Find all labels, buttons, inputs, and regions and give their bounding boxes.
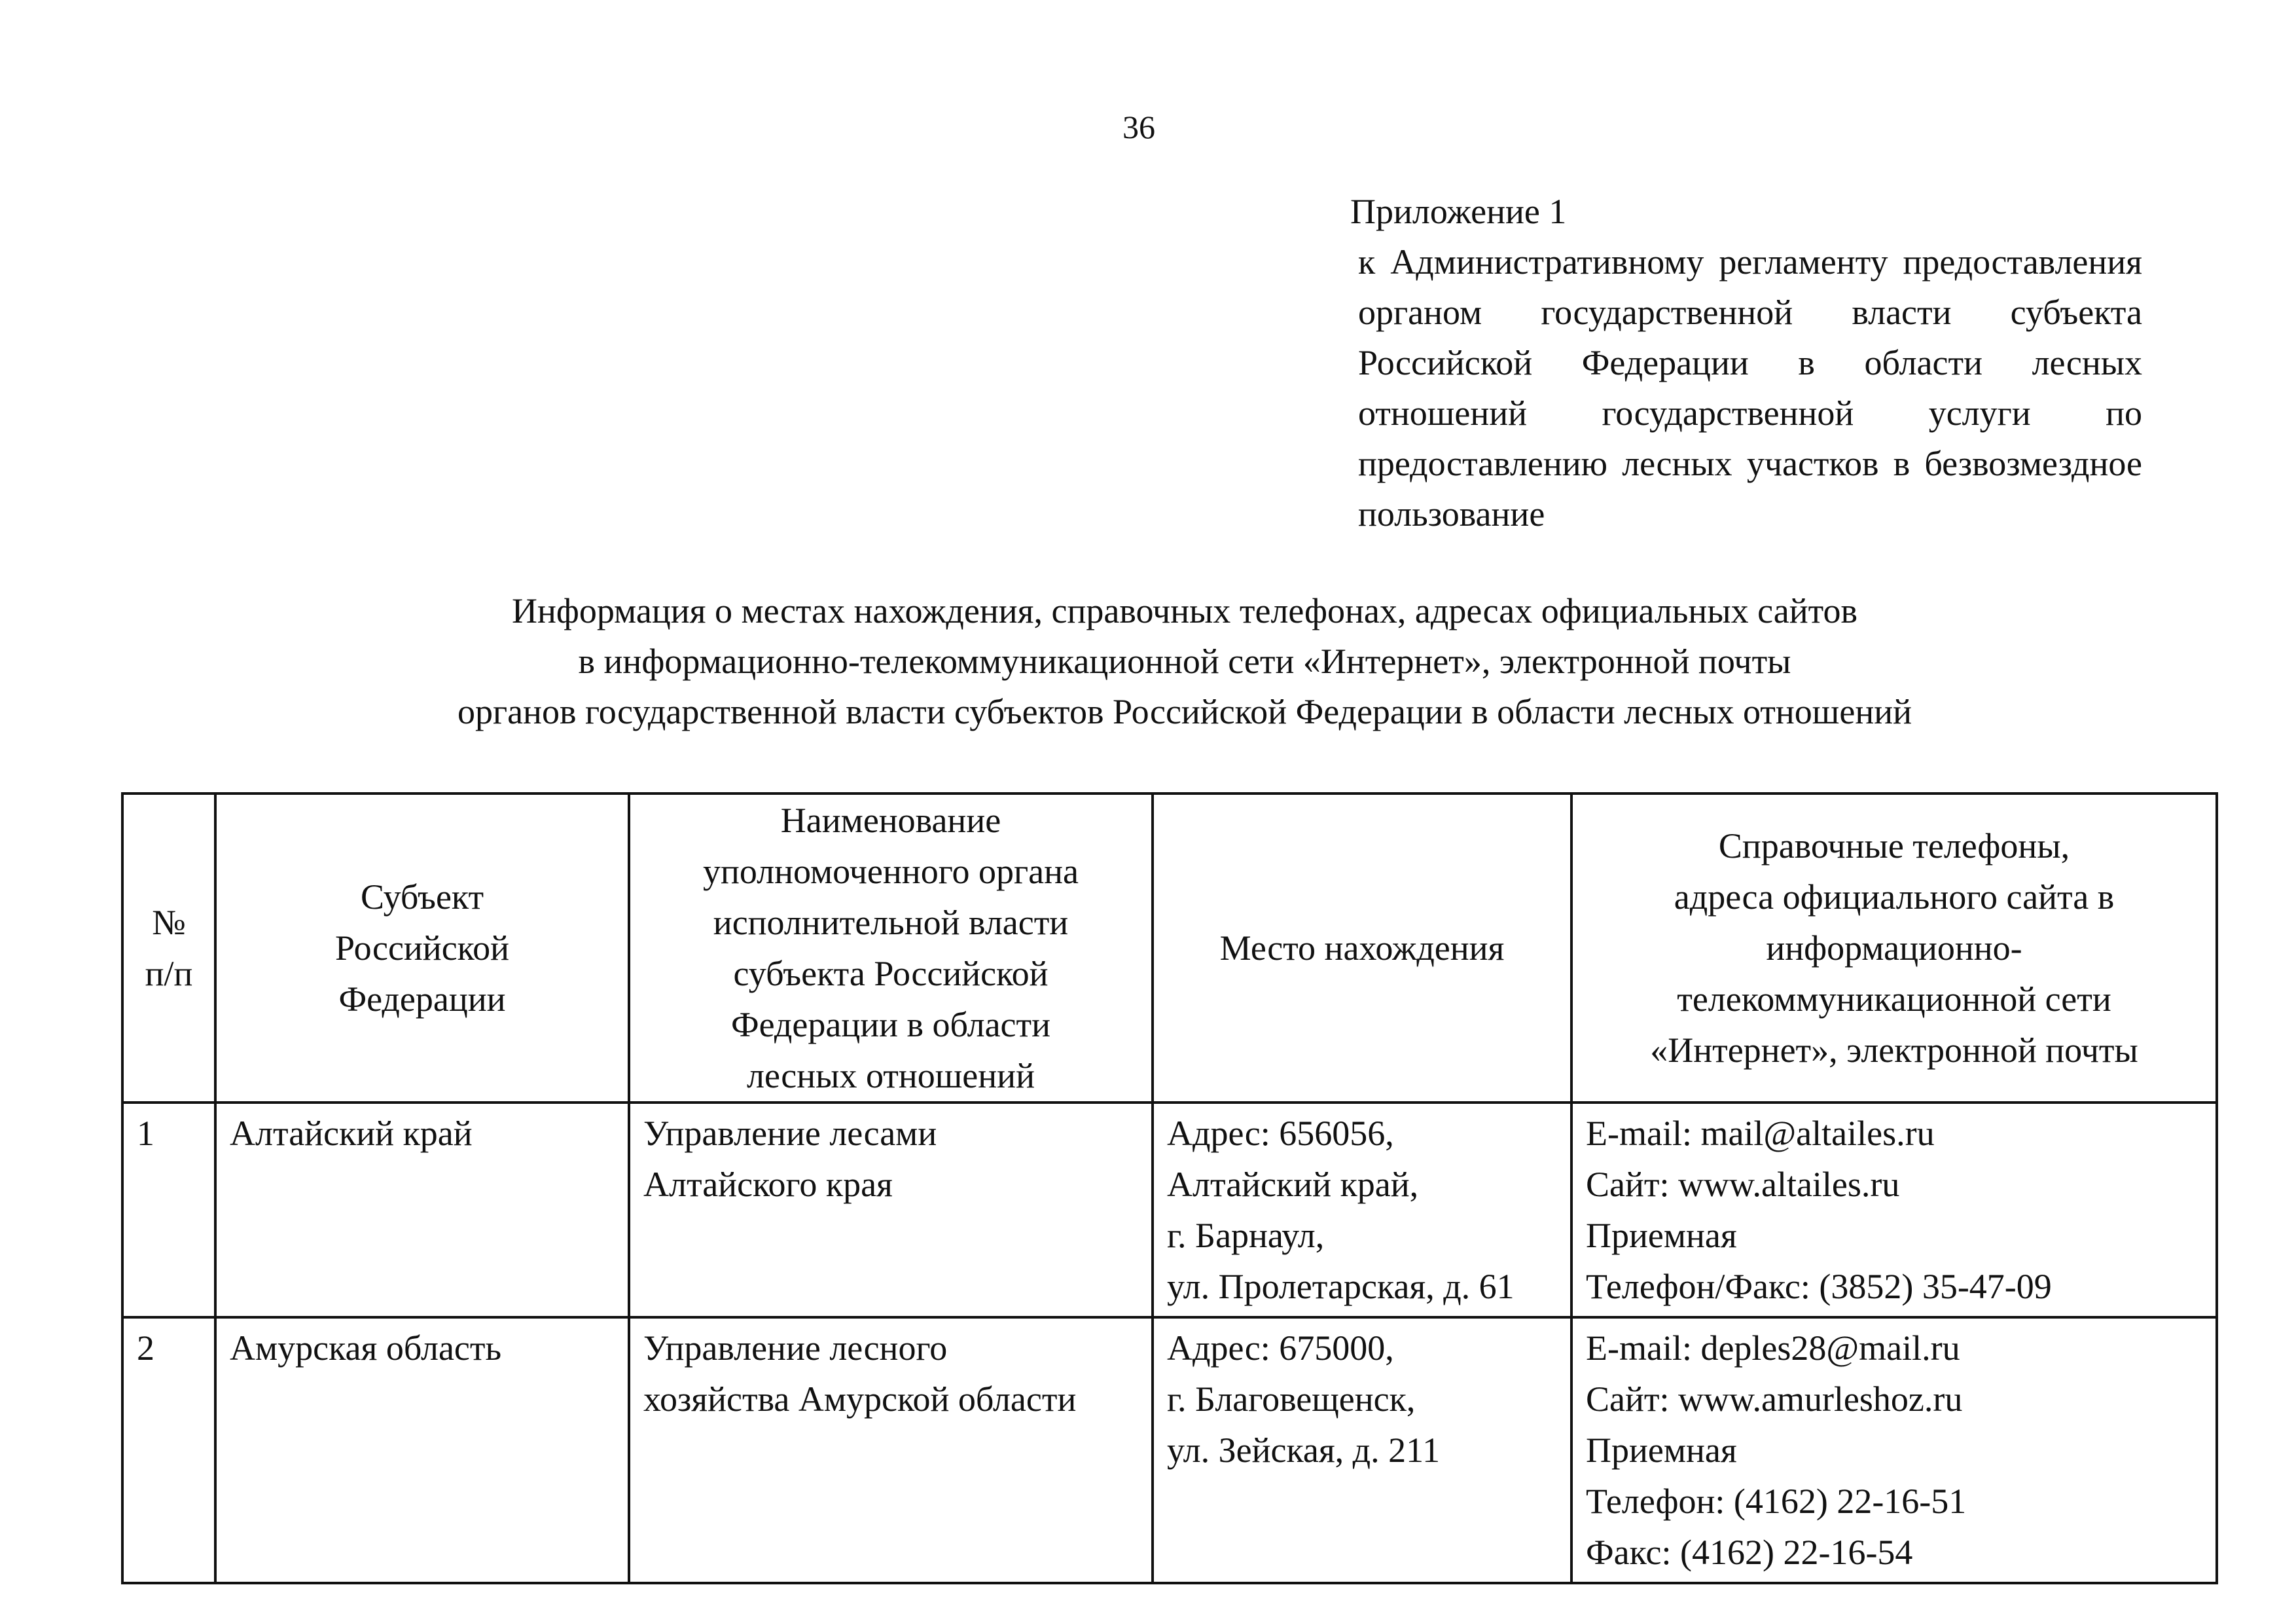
row-subject: Алтайский край [215, 1103, 629, 1317]
table-row [122, 1317, 2217, 1583]
appendix-block [1350, 187, 2142, 539]
heading-line: в информационно-телекоммуникационной сети «Интернет», электронной почты [578, 642, 1791, 681]
row-location: Адрес: 675000, г. Благовещенск, ул. Зейская, д. 211 [1153, 1317, 1571, 1583]
appendix-body: к Административному регламенту предоставления органом государственной власти субъекта Российской Федерации в области лесных отношений государственной услуги по предоставлению лесных участков в безвозмездное пользование [1358, 242, 2142, 534]
header-number: № п/п [122, 793, 215, 1103]
page-number: 36 [1122, 109, 1155, 145]
agencies-table [121, 792, 2218, 1584]
header-subject: Субъект Российской Федерации [215, 793, 629, 1103]
header-organ: Наименование уполномоченного органа исполнительной власти субъекта Российской Федерации в области лесных отношений [629, 793, 1153, 1103]
table-header-row [122, 793, 2217, 1103]
row-contacts: E-mail: mail@altailes.ru Сайт: www.altailes.ru Приемная Телефон/Факс: (3852) 35-47-09 [1571, 1103, 2217, 1317]
header-location: Место нахождения [1153, 793, 1571, 1103]
row-subject: Амурская область [215, 1317, 629, 1583]
row-contacts: E-mail: deples28@mail.ru Сайт: www.amurleshoz.ru Приемная Телефон: (4162) 22-16-51 Факс: (4162) 22-16-54 [1571, 1317, 2217, 1583]
row-location: Адрес: 656056, Алтайский край, г. Барнаул, ул. Пролетарская, д. 61 [1153, 1103, 1571, 1317]
heading-line: органов государственной власти субъектов Российской Федерации в области лесных отношений [457, 692, 1912, 731]
row-organ: Управление лесного хозяйства Амурской области [629, 1317, 1153, 1583]
table-row [122, 1103, 2217, 1317]
row-number: 1 [122, 1103, 215, 1317]
heading-line: Информация о местах нахождения, справочных телефонах, адресах официальных сайтов [511, 591, 1857, 630]
row-organ: Управление лесами Алтайского края [629, 1103, 1153, 1317]
header-contacts: Справочные телефоны, адреса официального сайта в информационно- телекоммуникационной сети «Интернет», электронной почты [1571, 793, 2217, 1103]
row-number: 2 [122, 1317, 215, 1583]
appendix-title: Приложение 1 [1350, 192, 1567, 231]
document-heading [262, 586, 2108, 737]
